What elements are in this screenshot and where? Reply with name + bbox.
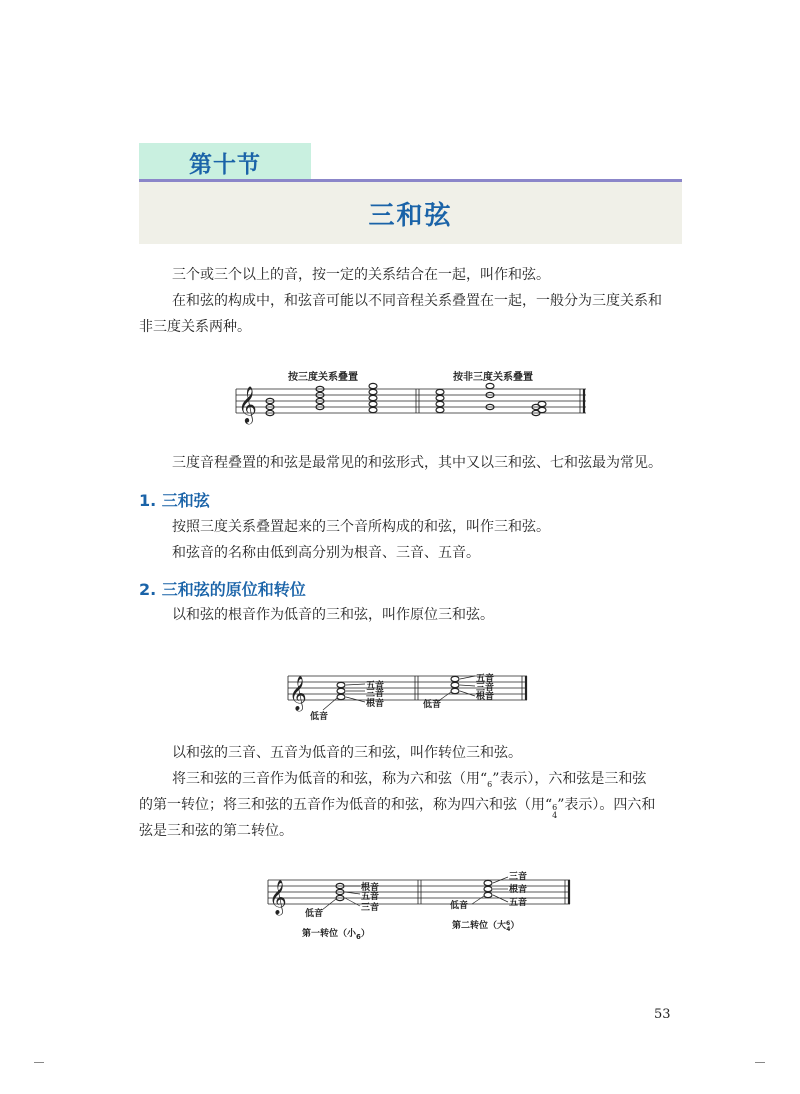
figure2-left-top: 五音	[366, 681, 385, 691]
figure2-left-mid: 三音	[366, 689, 385, 699]
figure3-right-mid: 根音	[509, 885, 528, 895]
figure2-right-top: 五音	[476, 674, 495, 684]
figure3-left-top: 根音	[361, 883, 380, 893]
figure2-right-bass: 低音	[422, 700, 442, 710]
figure3-left-mid: 五音	[361, 892, 380, 902]
intro-paragraph-2a: 在和弦的构成中，和弦音可能以不同音程关系叠置在一起，一般分为三度关系和	[172, 293, 662, 309]
section-title-band	[139, 182, 682, 244]
figure1-treble-clef-icon: 𝄞	[238, 385, 257, 423]
paragraph-common-chords: 三度音程叠置的和弦是最常见的和弦形式，其中又以三和弦、七和弦最为常见。	[172, 455, 662, 471]
intro-paragraph-2b: 非三度关系两种。	[139, 319, 251, 335]
figure-stacking-types	[228, 365, 588, 425]
figure1-chords	[266, 383, 546, 415]
crop-mark-right	[755, 1062, 765, 1063]
paragraph-sixth-chord-c: 弦是三和弦的第二转位。	[139, 823, 293, 839]
figure-inversions	[262, 870, 574, 942]
figure2-left-bass: 低音	[309, 712, 329, 722]
p5-text-b: ”表示），六和弦是三和弦	[492, 771, 647, 787]
intro-paragraph-1: 三个或三个以上的音，按一定的关系结合在一起，叫作和弦。	[172, 267, 550, 283]
heading-inversions: 2. 三和弦的原位和转位	[139, 580, 306, 599]
crop-mark-left	[34, 1062, 44, 1063]
page-number: 53	[654, 1007, 671, 1022]
p5-text-d: ”表示）。四六和	[557, 797, 656, 813]
heading-triad: 1. 三和弦	[139, 491, 210, 510]
figure3-left-bass: 低音	[304, 909, 324, 919]
figure2-right-mid: 三音	[476, 683, 495, 693]
figure3-left-caption: 第一转位（小$_6$）	[302, 929, 370, 941]
six-four-top: 6	[552, 803, 558, 812]
triad-paragraph-1: 按照三度关系叠置起来的三个音所构成的和弦，叫作三和弦。	[172, 519, 550, 535]
paragraph-sixth-chord-b	[139, 793, 655, 820]
figure-root-position	[285, 668, 535, 728]
sixth-chord-symbol: 6	[487, 780, 493, 789]
triad-paragraph-2: 和弦音的名称由低到高分别为根音、三音、五音。	[172, 545, 480, 561]
figure3-right-bass: 低音	[449, 901, 469, 911]
figure3-leader-lines	[322, 877, 508, 910]
figure3-left-bottom: 三音	[361, 903, 380, 913]
figure1-label-right: 按非三度关系叠置	[453, 372, 533, 383]
six-four-bottom: 4	[552, 811, 558, 820]
figure3-treble-clef-icon: 𝄞	[269, 880, 287, 915]
figure2-treble-clef-icon: 𝄞	[289, 676, 307, 711]
figure3-right-top: 三音	[509, 872, 528, 882]
p5-text-c: 的第一转位；将三和弦的五音作为低音的和弦，称为四六和弦（用“	[139, 797, 553, 813]
section-label-tab	[139, 143, 311, 181]
figure3-right-bottom: 五音	[509, 898, 528, 908]
p5-text-a: 将三和弦的三音作为低音的和弦，称为六和弦（用“	[172, 771, 488, 787]
figure3-right-caption: 第二转位（大$^6$ 4）	[452, 920, 520, 933]
paragraph-inversions: 以和弦的三音、五音为低音的三和弦，叫作转位三和弦。	[172, 745, 522, 761]
section-title: 三和弦	[368, 200, 453, 231]
section-label: 第十节	[189, 151, 261, 178]
figure2-left-bottom: 根音	[366, 699, 385, 709]
figure3-notes	[336, 880, 492, 900]
figure2-right-bottom: 根音	[476, 692, 495, 702]
inversion-paragraph-1: 以和弦的根音作为低音的三和弦，叫作原位三和弦。	[172, 607, 494, 623]
figure1-label-left: 按三度关系叠置	[288, 372, 358, 383]
